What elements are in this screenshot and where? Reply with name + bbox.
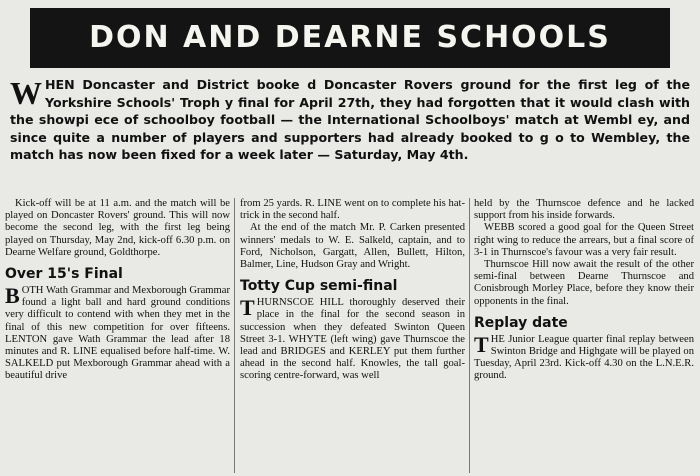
col2-heading: Totty Cup semi-final: [240, 278, 398, 295]
column-divider-2: [469, 198, 470, 473]
col3-paragraph-4-text: HE Junior League quarter final replay between Swinton Bridge and Highgate will be played on Tuesday, April 23rd. Kick-off 4.30 on the L.N.E.R. ground.: [474, 333, 694, 382]
headline-banner: [30, 8, 670, 68]
col2-paragraph-2: At the end of the match Mr. P. Carken presented winners' medals to W. E. Salkeld, captain, and to Ford, Nicholson, Gargatt, Allen, Bullett, Hilton, Balmer, Line, Hudson Gray and Wright.: [240, 222, 465, 271]
col3-paragraph-3: Thurnscoe Hill now await the result of the other semi-final between Dearne Thurnscoe and Conisbrough Morley Place, before they know their opponents in the final.: [474, 259, 694, 307]
col1-heading: Over 15's Final: [5, 266, 123, 283]
col1-dropcap: B: [5, 283, 20, 309]
col2-paragraph-3: [240, 297, 465, 382]
col1-paragraph-2: [5, 285, 230, 383]
column-2: [240, 198, 465, 383]
col3-paragraph-4: [474, 331, 694, 383]
headline-title: DON AND DEARNE SCHOOLS: [89, 20, 611, 55]
lead-paragraph: [10, 76, 690, 164]
column-divider-1: [234, 198, 235, 473]
col2-dropcap: T: [240, 295, 255, 321]
col2-paragraph-3-text: HURNSCOE HILL thoroughly deserved their place in the final for the second season in succession when they defeated Swinton Queen Street 3-1. WHYTE (left wing) gave Thurnscoe the lead and BRIDGES and KERLEY put them further ahead in the second half. Knowles, the tall goal-scoring centre-forward, was well: [240, 297, 465, 382]
col3-dropcap: T: [474, 331, 489, 357]
col2-paragraph-1: from 25 yards. R. LINE went on to complete his hat-trick in the second half.: [240, 198, 465, 222]
lead-dropcap: W: [10, 75, 42, 111]
col3-paragraph-1: held by the Thurnscoe defence and he lacked support from his inside forwards.: [474, 198, 694, 222]
col1-paragraph-1: Kick-off will be at 11 a.m. and the match will be played on Doncaster Rovers' ground. This will now become the second leg, with the first leg being played on Thursday, May 2nd, kick-off 6.30 p.m. on Dearne Welfare ground, Goldthorpe.: [5, 198, 230, 258]
col1-paragraph-2-text: OTH Wath Grammar and Mexborough Grammar found a light ball and hard ground conditions very difficult to contend with when they met in the final of this new competition for over fifteens. LENTON gave Wath Grammar the lead after 18 minutes and R. LINE equalised before half-time. W. SALKELD put Mexborough Grammar ahead with a beautiful drive: [5, 285, 230, 382]
column-1: [5, 198, 230, 383]
column-3: [474, 198, 694, 383]
lead-text: HEN Doncaster and District booke d Doncaster Rovers ground for the first leg of the Yorkshire Schools' Troph y final for April 27th, they had forgotten that it would clash with the showpi ece of schoolboy football — the International Schoolboys' match at Wembl ey, and since quite a number of players and supporters had already booked to g o to Wembley, the match has now been fixed for a week later — Saturday, May 4th.: [10, 77, 690, 163]
col3-paragraph-2: WEBB scored a good goal for the Queen Street right wing to reduce the arrears, but a final score of 3-1 in Thurnscoe's favour was a very fair result.: [474, 222, 694, 258]
col3-heading: Replay date: [474, 314, 568, 331]
